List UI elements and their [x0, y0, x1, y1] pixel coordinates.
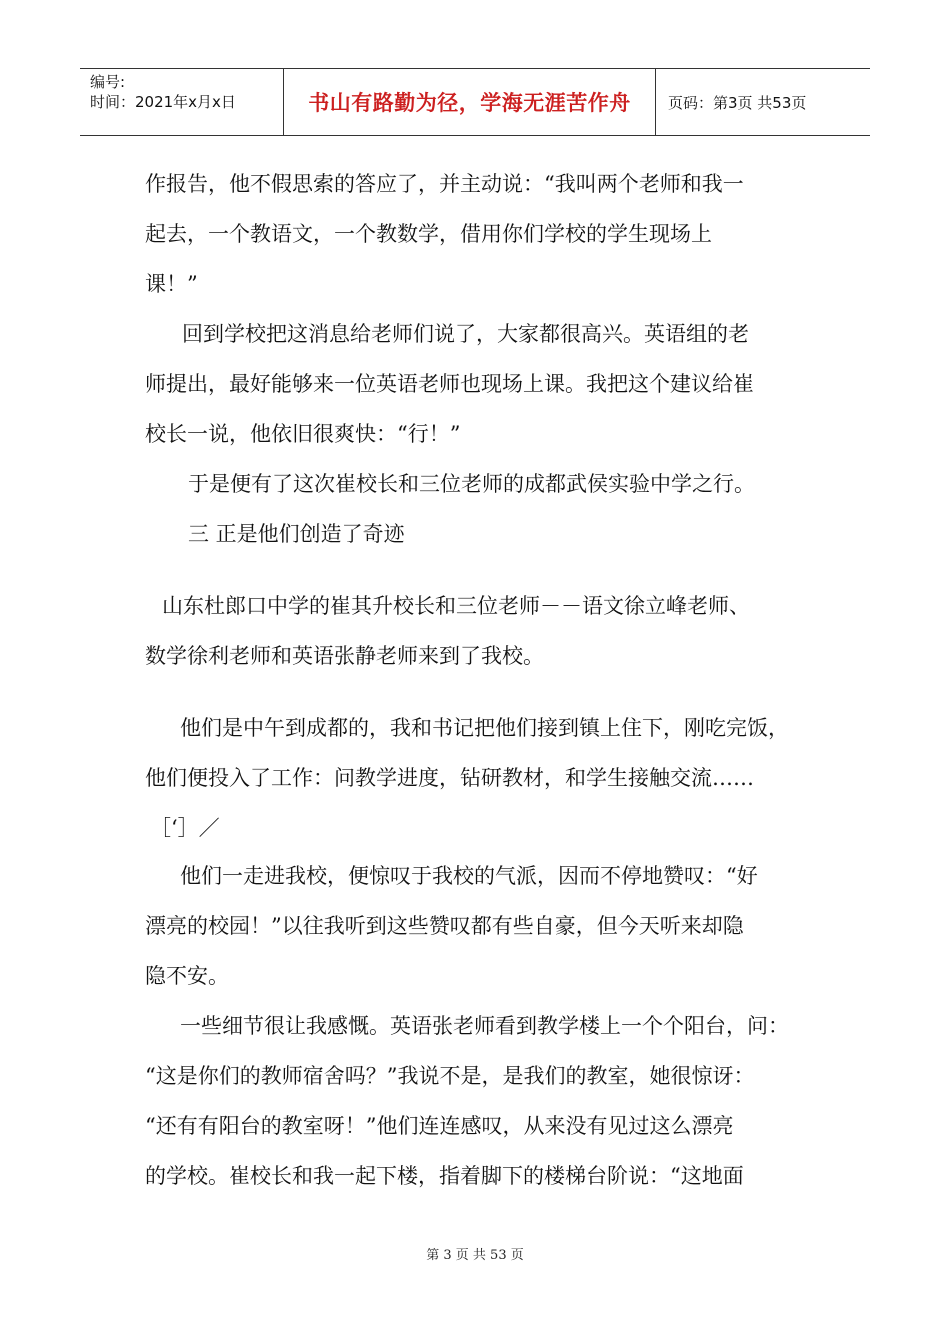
text-line: 校长一说，他依旧很爽快：“行！” [145, 422, 461, 446]
text-line: 山东杜郎口中学的崔其升校长和三位老师－－语文徐立峰老师、 [162, 594, 750, 618]
text-line: 他们是中午到成都的，我和书记把他们接到镇上住下，刚吃完饭， [180, 716, 789, 740]
text-line: ［‘］／ [150, 816, 220, 840]
text-line: “这是你们的教师宿舍吗？”我说不是，是我们的教室，她很惊讶： [145, 1064, 755, 1088]
text-line: 隐不安。 [145, 964, 229, 988]
page-footer: 第 3 页 共 53 页 [426, 1248, 524, 1263]
text-line: 作报告，他不假思索的答应了，并主动说：“我叫两个老师和我一 [145, 172, 744, 196]
header-motto-cell [284, 69, 656, 135]
motto-text: 书山有路勤为径，学海无涯苦作舟 [308, 91, 631, 115]
text-line: 起去，一个教语文，一个教数学，借用你们学校的学生现场上 [145, 222, 712, 246]
page-info: 页码：第3页 共53页 [668, 93, 807, 112]
time-label: 时间：2021年x月x日 [90, 93, 236, 111]
text-line: 师提出，最好能够来一位英语老师也现场上课。我把这个建议给崔 [145, 372, 754, 396]
text-line: 漂亮的校园！”以往我听到这些赞叹都有些自豪，但今天听来却隐 [145, 914, 744, 938]
text-line: 于是便有了这次崔校长和三位老师的成都武侯实验中学之行。 [188, 472, 755, 496]
text-line: 他们便投入了工作：问教学进度，钻研教材，和学生接触交流…… [145, 766, 754, 790]
text-line: 的学校。崔校长和我一起下楼，指着脚下的楼梯台阶说：“这地面 [145, 1164, 744, 1188]
text-line: 他们一走进我校，便惊叹于我校的气派，因而不停地赞叹：“好 [180, 864, 758, 888]
text-line: 数学徐利老师和英语张静老师来到了我校。 [145, 644, 544, 668]
text-line: 课！” [145, 272, 198, 296]
number-label: 编号: [90, 73, 126, 91]
section-heading: 三 正是他们创造了奇迹 [188, 522, 405, 546]
text-line: 一些细节很让我感慨。英语张老师看到教学楼上一个个阳台，问： [180, 1014, 789, 1038]
text-line: “还有有阳台的教室呀！”他们连连感叹，从来没有见过这么漂亮 [145, 1114, 734, 1138]
header-table [80, 68, 870, 136]
header-meta-cell [80, 69, 284, 135]
text-line: 回到学校把这消息给老师们说了，大家都很高兴。英语组的老 [182, 322, 749, 346]
